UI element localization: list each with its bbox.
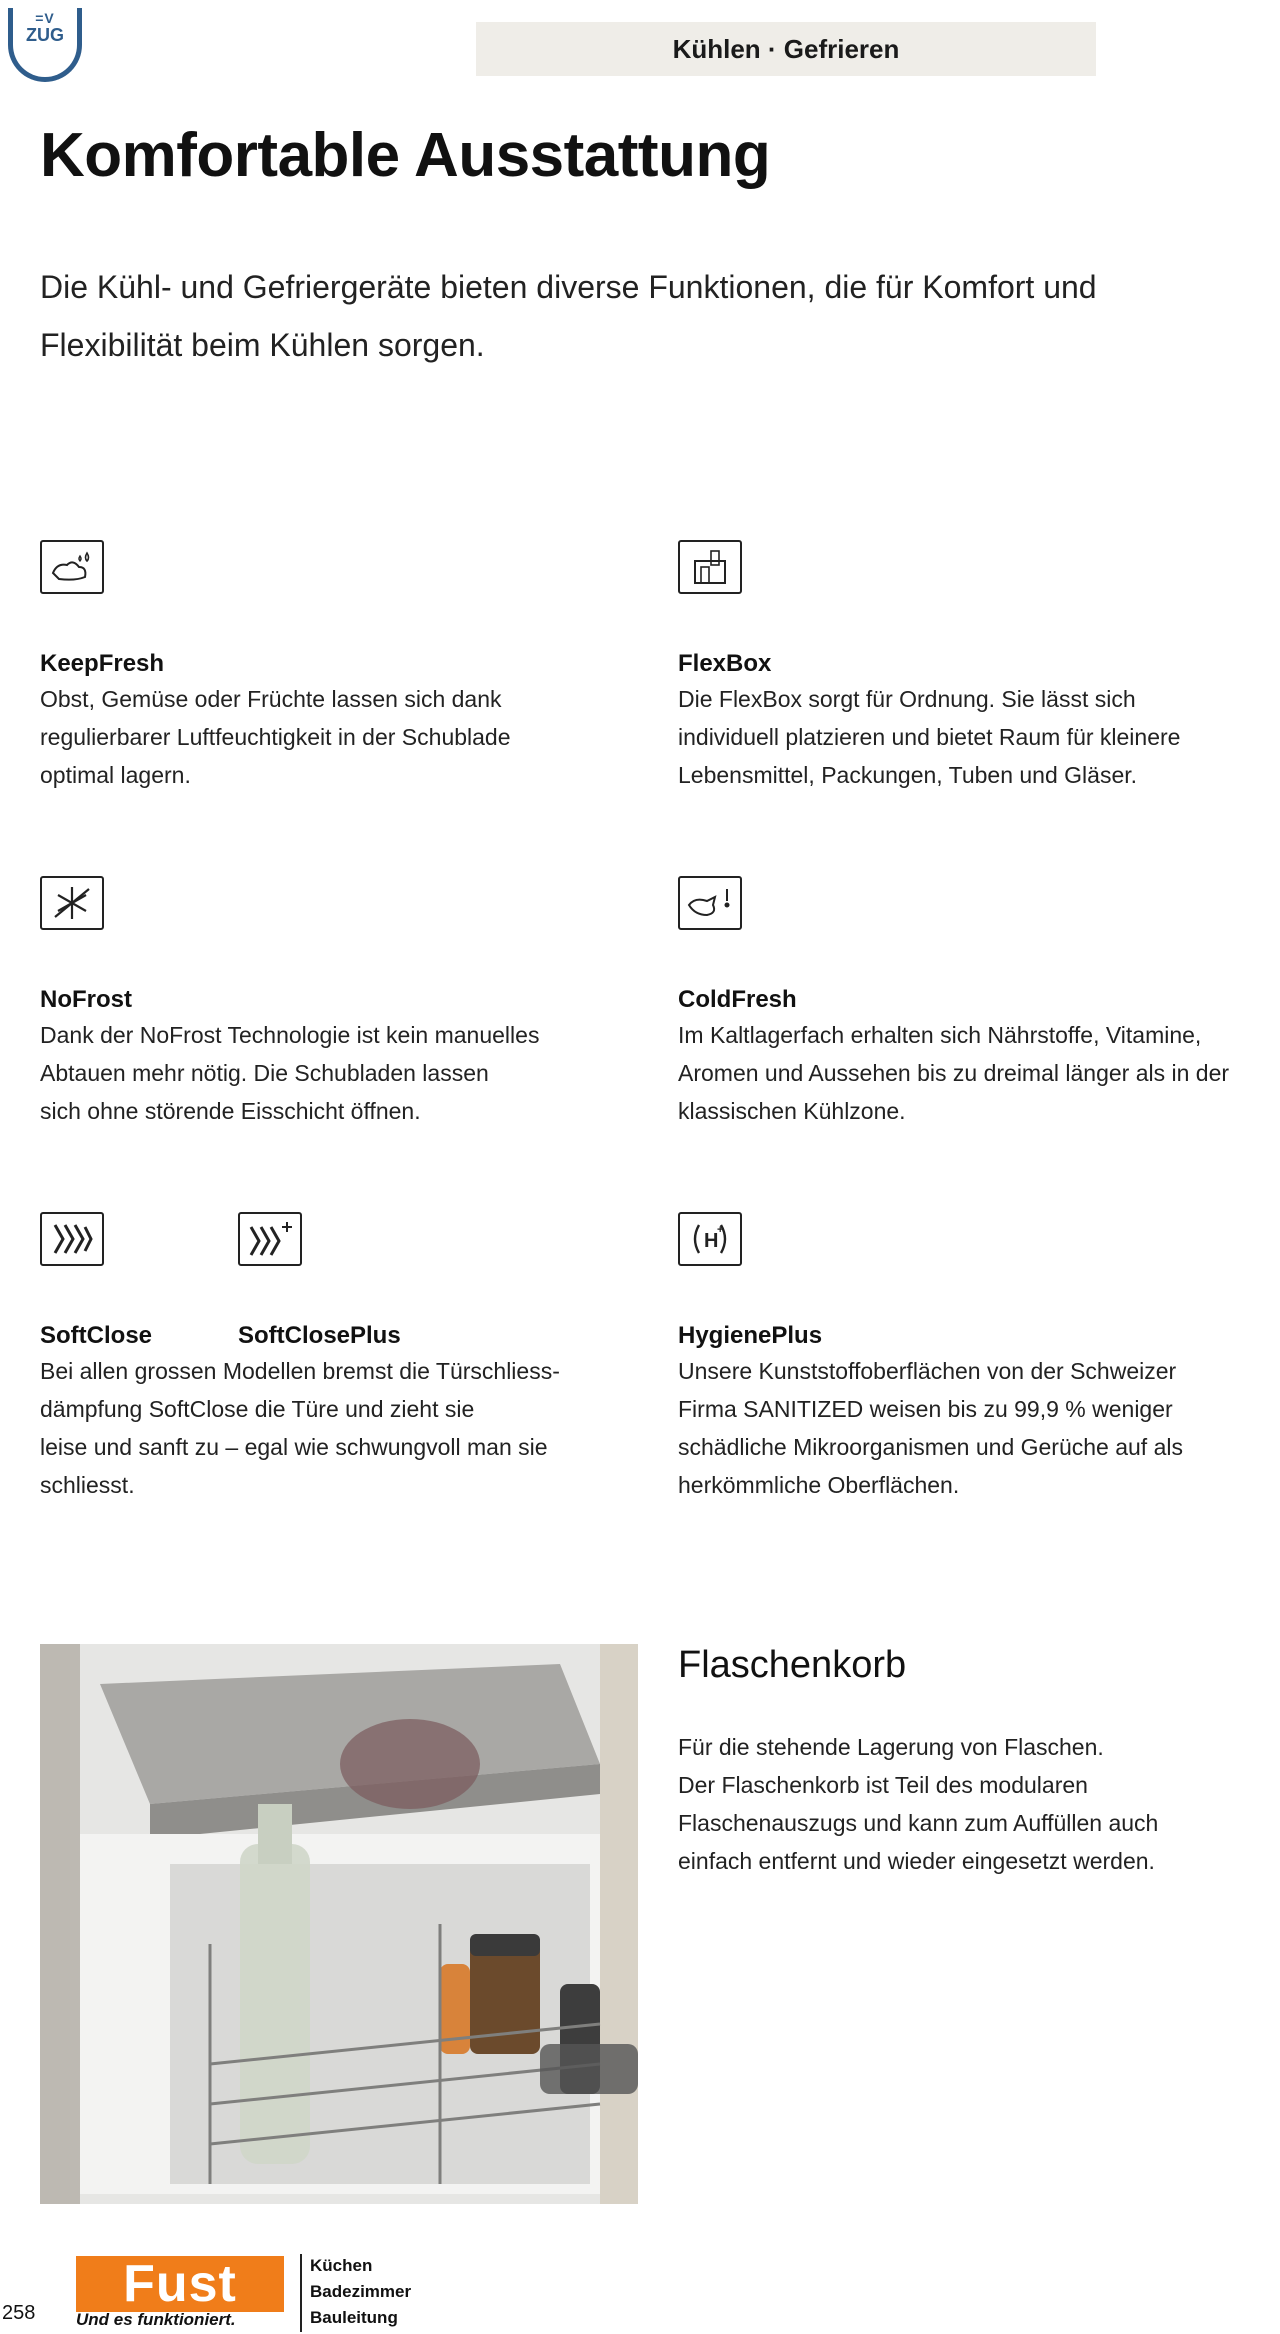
feature-title-softcloseplus: SoftClosePlus <box>238 1322 401 1349</box>
description-line: schliesst. <box>40 1472 135 1498</box>
feature-description-nofrost <box>40 1016 650 1130</box>
description-line: Dank der NoFrost Technologie ist kein manuelles <box>40 1022 540 1048</box>
brand-logo-line2: ZUG <box>26 25 64 45</box>
vzug-logo <box>8 8 82 82</box>
description-line: Im Kaltlagerfach erhalten sich Nährstoffe, Vitamine, <box>678 1022 1202 1048</box>
page-title: Komfortable Ausstattung <box>40 121 771 190</box>
feature-description-softclose <box>40 1352 650 1504</box>
section-label: Kühlen · Gefrieren <box>476 22 1096 76</box>
fust-category: Küchen <box>310 2256 373 2275</box>
intro-text <box>40 258 1240 374</box>
svg-text:+: + <box>717 1224 724 1236</box>
description-line: leise und sanft zu – egal wie schwungvoll man sie <box>40 1434 548 1460</box>
fust-slogan: Und es funktioniert. <box>76 2310 236 2329</box>
description-line: Aromen und Aussehen bis zu dreimal länger als in der <box>678 1060 1230 1086</box>
description-line: Flaschenauszugs und kann zum Auffüllen auch <box>678 1810 1159 1836</box>
description-line: Der Flaschenkorb ist Teil des modularen <box>678 1772 1088 1798</box>
description-line: Firma SANITIZED weisen bis zu 99,9 % weniger <box>678 1396 1173 1422</box>
description-line: Bei allen grossen Modellen bremst die Türschliess- <box>40 1358 560 1384</box>
description-line: Die FlexBox sorgt für Ordnung. Sie lässt sich <box>678 686 1136 712</box>
feature-description-keepfresh <box>40 680 650 794</box>
basket-description <box>678 1728 1238 1880</box>
basket-title: Flaschenkorb <box>678 1644 907 1686</box>
description-line: regulierbarer Luftfeuchtigkeit in der Schublade <box>40 724 511 750</box>
softcloseplus-icon <box>238 1212 302 1266</box>
feature-description-coldfresh <box>678 1016 1280 1130</box>
svg-text:H: H <box>704 1230 719 1252</box>
description-line: herkömmliche Oberflächen. <box>678 1472 960 1498</box>
flexbox-icon <box>678 540 742 594</box>
description-line: Lebensmittel, Packungen, Tuben und Gläser. <box>678 762 1138 788</box>
description-line: klassischen Kühlzone. <box>678 1098 906 1124</box>
intro-line: Die Kühl- und Gefriergeräte bieten diverse Funktionen, die für Komfort und <box>40 269 1097 305</box>
description-line: Obst, Gemüse oder Früchte lassen sich dank <box>40 686 502 712</box>
description-line: einfach entfernt und wieder eingesetzt werden. <box>678 1848 1155 1874</box>
footer-divider <box>300 2254 302 2332</box>
description-line: sich ohne störende Eisschicht öffnen. <box>40 1098 421 1124</box>
description-line: schädliche Mikroorganismen und Gerüche auf als <box>678 1434 1183 1460</box>
description-line: Für die stehende Lagerung von Flaschen. <box>678 1734 1104 1760</box>
feature-title-keepfresh: KeepFresh <box>40 650 165 677</box>
intro-line: Flexibilität beim Kühlen sorgen. <box>40 327 485 363</box>
description-line: optimal lagern. <box>40 762 191 788</box>
hygieneplus-icon <box>678 1212 742 1266</box>
fust-category: Bauleitung <box>310 2308 398 2327</box>
description-line: Abtauen mehr nötig. Die Schubladen lassen <box>40 1060 489 1086</box>
snowflake-icon <box>40 876 104 930</box>
feature-title-flexbox: FlexBox <box>678 650 772 677</box>
coldfresh-icon <box>678 876 742 930</box>
description-line: individuell platzieren und bietet Raum für kleinere <box>678 724 1181 750</box>
page-number: 258 <box>2 2302 36 2324</box>
feature-title-nofrost: NoFrost <box>40 986 132 1013</box>
feature-description-hygieneplus <box>678 1352 1280 1504</box>
description-line: Unsere Kunststoffoberflächen von der Schweizer <box>678 1358 1177 1384</box>
description-line: dämpfung SoftClose die Türe und zieht sie <box>40 1396 475 1422</box>
bottle-basket-photo <box>40 1644 638 2204</box>
brand-logo-line1: =V <box>35 10 55 26</box>
feature-title-hygieneplus: HygienePlus <box>678 1322 823 1349</box>
fust-logo: Fust <box>76 2256 284 2312</box>
feature-description-flexbox <box>678 680 1280 794</box>
feature-title-softclose: SoftClose <box>40 1322 153 1349</box>
fust-category: Badezimmer <box>310 2282 412 2301</box>
keepfresh-icon <box>40 540 104 594</box>
feature-title-coldfresh: ColdFresh <box>678 986 797 1013</box>
softclose-icon <box>40 1212 104 1266</box>
